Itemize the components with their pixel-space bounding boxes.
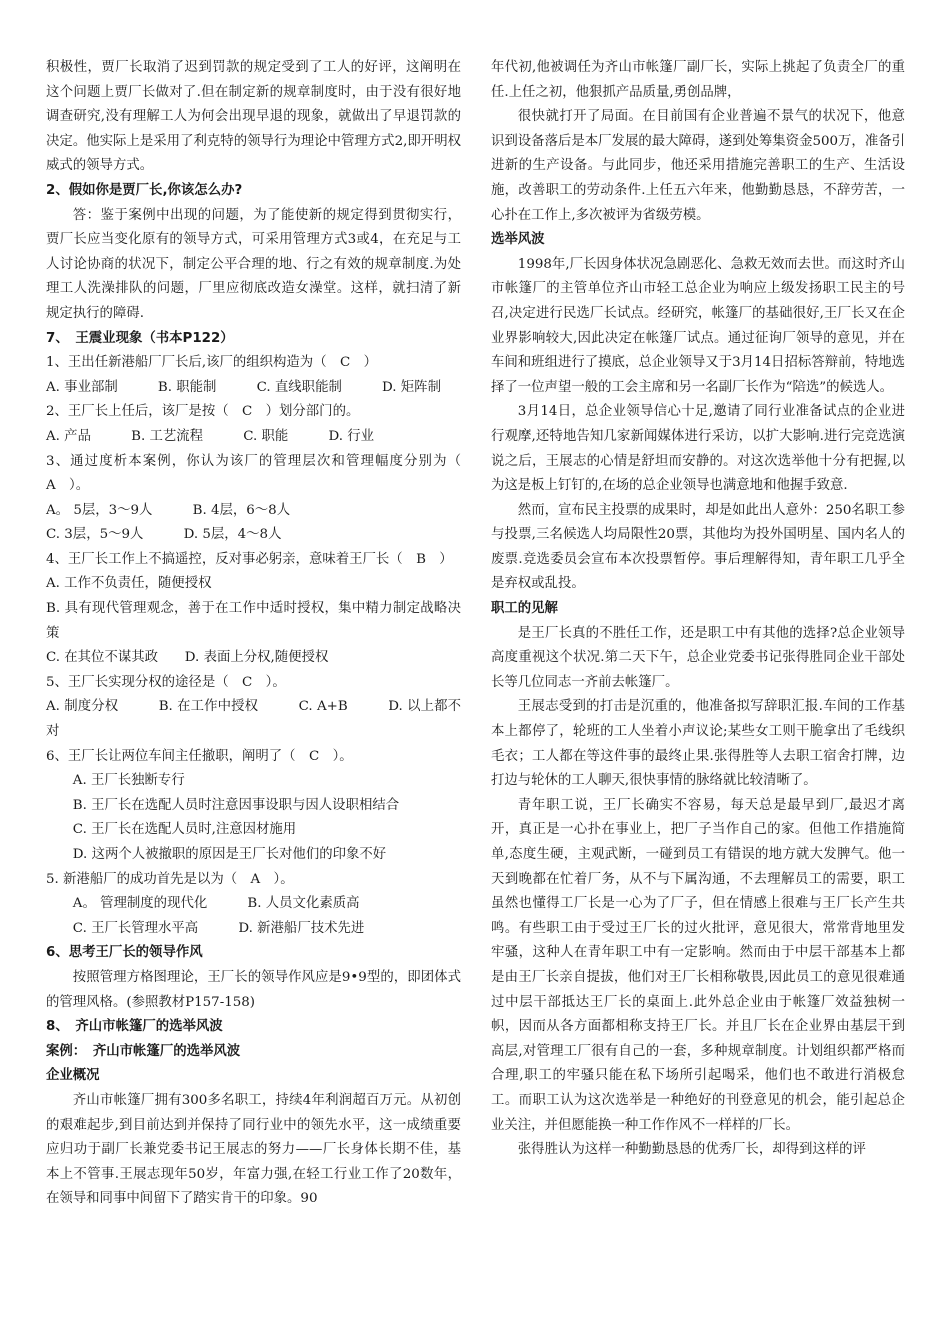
mc-question-4-option-b: B. 具有现代管理观念，善于在工作中适时授权，集中精力制定战略决策 (46, 601, 461, 641)
question-2-answer: 答：鉴于案例中出现的问题，为了能使新的规定得到贯彻实行，贾厂长应当变化原有的领导方式，可采用管理方式3或4，在充足与工人讨论协商的状况下，制定公平合理的地、行之有效的规章制度.为处理工人洗澡排队的问题，厂里应彻底改造女澡堂。这样，就扫清了新规定执行的障碍. (46, 207, 461, 321)
views-paragraph-2: 王展志受到的打击是沉重的，他准备拟写辞职汇报.车间的工作基本上都停了，轮班的工人坐着小声议论;某些女工则干脆拿出了毛线织毛衣；工人都在等这件事的最终止果.张得胜等人去职工宿舍打牌，边打边与轮休的工人聊天,很快事情的脉络就比较清晰了。 (491, 699, 905, 789)
mc-question-5-options: A. 制度分权 B. 在工作中授权 C. A+B D. 以上都不对 (46, 699, 461, 740)
views-paragraph-4: 张得胜认为这样一种勤勤恳恳的优秀厂长，却得到这样的评 (517, 1142, 866, 1158)
mc-question-1: 1、王出任新港船厂厂长后,该厂的组织构造为（ C ） (46, 355, 378, 371)
views-heading: 职工的见解 (491, 601, 558, 617)
election-paragraph-3: 然而，宣布民主投票的成果时，却是如此出人意外：250名职工参与投票,三名候选人均局限性20票，其他均为投外国明星、国内名人的废票.竞选委员会宣布本次投票暂停。事后理解得知，青年职工几乎全是弃权或乱投。 (491, 502, 905, 592)
question-6-answer: 按照管理方格图理论，王厂长的领导作风应是9•9型的，即团体式的管理风格。(参照教材P157-158) (46, 969, 461, 1010)
mc-question-6-option-d: D. 这两个人被撤职的原因是王厂长对他们的印象不好 (72, 847, 387, 862)
mc-question-7-options-ab: A。 管理制度的现代化 B. 人员文化素质高 (72, 896, 360, 912)
election-paragraph-2: 3月14日，总企业领导信心十足,邀请了同行业准备试点的企业进行观摩,还特地告知几家新闻媒体进行采访，以扩大影响.进行完竞选演说之后，王展志的心情是舒坦而安静的。对这次选举他十分有把握,以为这是板上钉钉的,在场的总企业领导也满意地和他握手致意. (491, 404, 905, 494)
continued-paragraph: 年代初,他被调任为齐山市帐篷厂副厂长，实际上挑起了负责全厂的重任.上任之初，他狠抓产品质量,勇创品牌， (491, 60, 905, 100)
mc-question-6-option-c: C. 王厂长在选配人员时,注意因材施用 (72, 822, 297, 838)
question-6-heading: 6、思考王厂长的领导作风 (46, 945, 203, 961)
mc-question-3-options-cd: C. 3层，5～9人 D. 5层，4～8人 (46, 527, 282, 543)
overview-heading: 企业概况 (46, 1068, 100, 1084)
mc-question-6: 6、王厂长让两位车间主任撤职，阐明了（ C ）。 (46, 748, 353, 764)
mc-question-3-options-ab: A。 5层，3～9人 B. 4层，6～8人 (46, 502, 291, 518)
election-paragraph-1: 1998年,厂长因身体状况急剧恶化、急救无效而去世。而这时齐山市帐篷厂的主管单位齐山市轻工总企业为响应上级发扬职工民主的号召,决定进行民选厂长试点。经研究，帐篷厂的基础很好,王厂长又在企业界影响较大,因此决定在帐篷厂试点。通过征询厂领导的意见，并在车间和班组进行了摸底，总企业领导又于3月14日招标答辩前，特地选择了一位声望一般的工会主席和另一名副厂长作为“陪选”的候选人。 (491, 256, 905, 395)
mc-question-6-option-b: B. 王厂长在选配人员时注意因事设职与因人设职相结合 (72, 797, 400, 813)
mc-question-5: 5、王厂长实现分权的途径是（ C ）。 (46, 674, 286, 690)
left-column (46, 56, 475, 1212)
mc-question-4-option-cd: C. 在其位不谋其政 D. 表面上分权,随便授权 (46, 650, 329, 666)
mc-question-3: 3、通过度析本案例，你认为该厂的管理层次和管理幅度分别为（ A ）。 (46, 453, 475, 494)
case-8-heading: 8、 齐山市帐篷厂的选举风波 (46, 1019, 223, 1035)
views-paragraph-1: 是王厂长真的不胜任工作，还是职工中有其他的选择?总企业领导高度重视这个状况.第二天下午，总企业党委书记张得胜同企业干部处长等几位同志一齐前去帐篷厂。 (491, 625, 905, 690)
right-column (491, 56, 905, 1163)
mc-question-2: 2、王厂长上任后，该厂是按（ C ）划分部门的。 (46, 404, 360, 420)
intro-paragraph: 积极性，贾厂长取消了迟到罚款的规定受到了工人的好评，这阐明在这个问题上贾厂长做对了.但在制定新的规章制度时，由于没有很好地调查研究,没有理解工人为何会出现早退的现象，就做出了早退罚款的决定。他实际上是采用了利克特的领导行为理论中管理方式2,即开明权威式的领导方式。 (46, 60, 461, 174)
overview-paragraph: 齐山市帐篷厂拥有300多名职工，持续4年利润超百万元。从初创的艰难起步,到目前达到并保持了同行业中的领先水平，这一成绩重要应归功于副厂长兼党委书记王展志的努力——厂长身体长期不佳，基本上不管事.王展志现年50岁，年富力强,在轻工行业工作了20数年，在领导和同事中间留下了踏实肯干的印象。90 (46, 1092, 461, 1207)
views-paragraph-3: 青年职工说，王厂长确实不容易，每天总是最早到厂,最迟才离开，真正是一心扑在事业上，把厂子当作自己的家。但他工作措施简单,态度生硬，主观武断，一碰到员工有错误的地方就大发脾气。他一天到晚都在忙着厂务，从不与下属沟通，不去理解员工的需要，职工虽然也懂得工厂长是一心为了厂子，但在情感上很难与王厂长产生共鸣。有些职工由于受过王厂长的过火批评，意见很大，常常背地里发牢骚，这种人在青年职工中有一定影响。然而由于中层干部基本上都是由王厂长亲自提拔，他们对王厂长相称敬畏,因此员工的意见很难通过中层干部抵达王厂长的桌面上.此外总企业由于帐篷厂效益独树一帜，因而从各方面都相称支持王厂长。并且厂长在企业界由基层干到高层,对管理工厂很有自己的一套，多种规章制度。计划组织都严格而合理,职工的牢骚只能在私下场所引起喝采，他们也不敢进行消极怠工。而职工认为这次选举是一种绝好的刊登意见的机会，能引起总企业关注，并但愿能换一种工作作风不一样样的厂长。 (491, 797, 905, 1133)
mc-question-4: 4、王厂长工作上不搞遥控，反对事必躬亲，意味着王厂长（ B ） (46, 551, 453, 567)
question-2-heading: 2、假如你是贾厂长,你该怎么办? (46, 182, 243, 198)
case-8-title: 案例： 齐山市帐篷厂的选举风波 (46, 1043, 241, 1059)
election-heading: 选举风波 (491, 232, 545, 248)
mc-question-1-options: A. 事业部制 B. 职能制 C. 直线职能制 D. 矩阵制 (46, 379, 441, 395)
case-7-heading: 7、 王震业现象（书本P122） (46, 330, 234, 346)
mc-question-7-options-cd: C. 王厂长管理水平高 D. 新港船厂技术先进 (72, 920, 365, 936)
overview-paragraph-2: 很快就打开了局面。在目前国有企业普遍不景气的状况下，他意识到设备落后是本厂发展的最大障碍，遂到处筹集资金500万，准备引进新的生产设备。与此同步，他还采用措施完善职工的生产、生活设施，改善职工的劳动条件.上任五六年来，他勤勤恳恳，不辞劳苦，一心扑在工作上,多次被评为省级劳模。 (491, 109, 905, 223)
mc-question-4-option-a: A. 工作不负责任，随便授权 (46, 576, 212, 592)
mc-question-2-options: A. 产品 B. 工艺流程 C. 职能 D. 行业 (46, 428, 375, 444)
mc-question-6-option-a: A. 王厂长独断专行 (72, 773, 185, 789)
mc-question-7: 5. 新港船厂的成功首先是以为（ A ）。 (46, 871, 294, 887)
